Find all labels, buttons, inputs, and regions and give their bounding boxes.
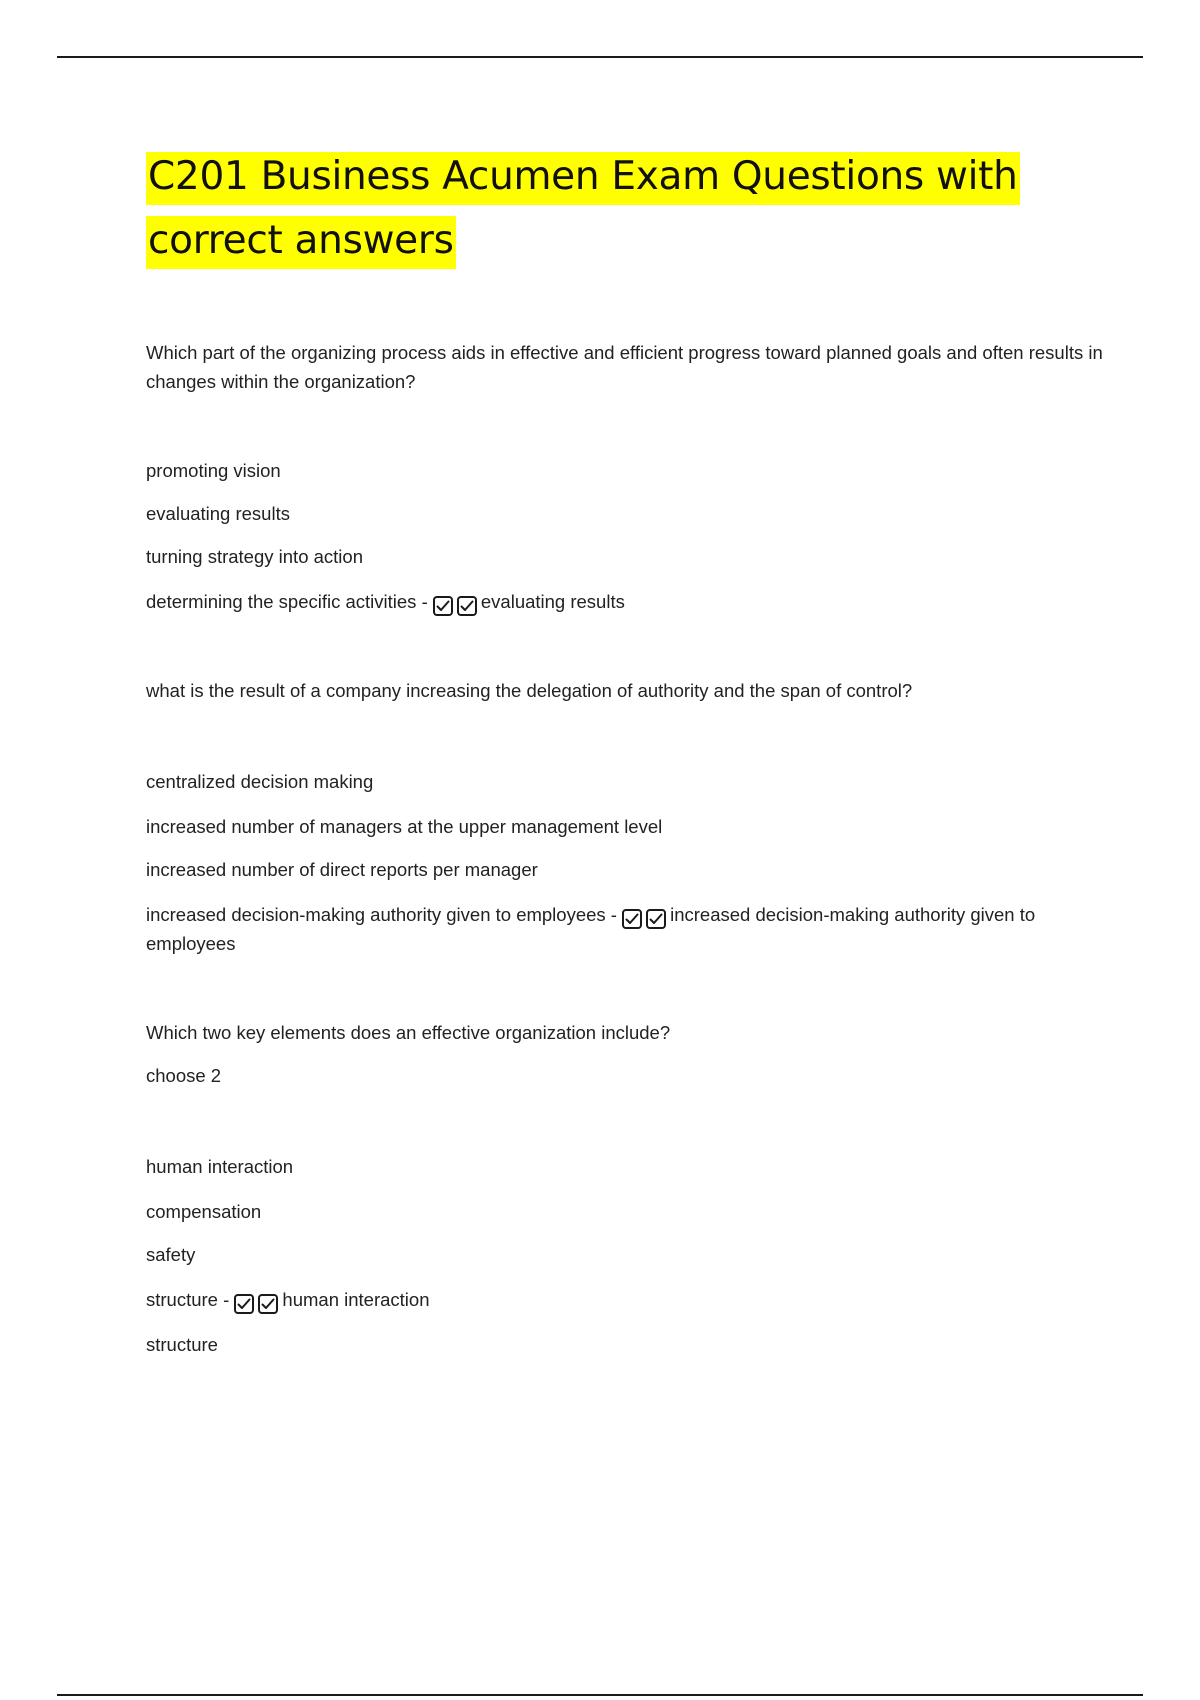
question-block-1 xyxy=(146,338,1106,616)
top-rule xyxy=(57,56,1143,58)
question-block-3 xyxy=(146,1018,1106,1359)
check-box-icon xyxy=(258,1294,278,1314)
answer-extra: structure xyxy=(146,1334,218,1355)
question-prompt: Which part of the organizing process aids in effective and efficient progress toward planned goals and often results in changes within the organization? xyxy=(146,342,1103,392)
option-text: structure - xyxy=(146,1289,235,1310)
option-item: human interaction xyxy=(146,1156,294,1177)
option-item: centralized decision making xyxy=(146,771,374,792)
option-item: increased number of direct reports per manager xyxy=(146,859,538,880)
option-item-answer xyxy=(146,1285,1106,1314)
question-subprompt: choose 2 xyxy=(146,1065,222,1086)
title-highlight: C201 Business Acumen Exam Questions with correct answers xyxy=(146,152,1020,269)
check-box-icon xyxy=(646,909,666,929)
answer-text: human interaction xyxy=(282,1289,430,1310)
check-box-icon xyxy=(457,596,477,616)
question-prompt: what is the result of a company increasing the delegation of authority and the span of control? xyxy=(146,680,913,701)
check-box-icon xyxy=(433,596,453,616)
bottom-rule xyxy=(57,1694,1143,1696)
option-text: increased decision-making authority given to employees - xyxy=(146,904,623,925)
option-item-answer xyxy=(146,900,1106,958)
option-item: increased number of managers at the upper management level xyxy=(146,816,663,837)
option-item: turning strategy into action xyxy=(146,546,363,567)
option-item: promoting vision xyxy=(146,460,281,481)
option-item: safety xyxy=(146,1244,196,1265)
answer-text: increased decision-making authority given to employees xyxy=(146,904,1036,954)
check-box-icon xyxy=(622,909,642,929)
option-list xyxy=(146,767,1106,958)
option-list xyxy=(146,1152,1106,1359)
document-body xyxy=(146,145,1106,1359)
document-title xyxy=(146,145,1106,273)
option-item: compensation xyxy=(146,1201,262,1222)
question-block-2 xyxy=(146,676,1106,958)
option-text: determining the specific activities - xyxy=(146,591,433,612)
option-list xyxy=(146,456,1106,616)
option-item-answer xyxy=(146,587,1106,616)
answer-text: evaluating results xyxy=(480,591,625,612)
question-prompt: Which two key elements does an effective organization include? xyxy=(146,1022,671,1043)
check-box-icon xyxy=(234,1294,254,1314)
option-item: evaluating results xyxy=(146,503,290,524)
